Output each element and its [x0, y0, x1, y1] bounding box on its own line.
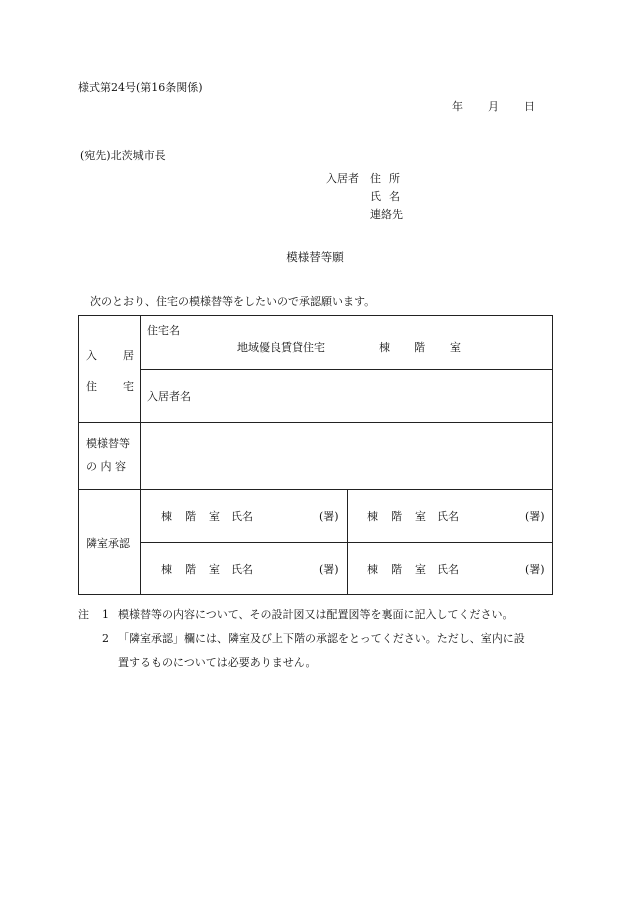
applicant-address-label: 住所: [370, 172, 408, 185]
neighbor-1-floor: 階: [185, 510, 196, 523]
neighbor-1-sign-mark: (署): [319, 510, 339, 523]
renovation-label-line-2: の 内 容: [86, 460, 126, 473]
resident-name-label: 入居者名: [147, 390, 191, 403]
neighbor-2-building: 棟: [367, 510, 378, 523]
renovation-label-line-1: 模様替等: [86, 437, 130, 450]
neighbor-1-room: 室: [209, 510, 220, 523]
unit-building-label: 棟: [379, 341, 390, 354]
application-table: [78, 315, 553, 595]
housing-row-divider: [140, 369, 553, 370]
applicant-name-label: 氏名: [370, 190, 408, 203]
addressee: (宛先)北茨城市長: [80, 149, 166, 162]
housing-label-char-2: 居: [123, 349, 134, 362]
neighbor-2-name-label: 氏名: [437, 510, 459, 523]
applicant-label: 入居者: [326, 172, 359, 185]
note-1-text: 模様替等の内容について、その設計図又は配置図等を裏面に記入してください。: [118, 608, 514, 621]
date-month: 月: [488, 100, 499, 113]
neighbor-3-sign-mark: (署): [319, 563, 339, 576]
applicant-contact-label: 連絡先: [370, 208, 403, 221]
neighbor-4-floor: 階: [391, 563, 402, 576]
form-number: 様式第24号(第16条関係): [78, 81, 203, 94]
housing-name-label: 住宅名: [147, 324, 180, 337]
neighbor-2-room: 室: [415, 510, 426, 523]
note-2-text-line-1: 「隣室承認」欄には、隣室及び上下階の承認をとってください。ただし、室内に設: [118, 632, 525, 645]
note-2-text-line-2: 置するものについては必要ありません。: [118, 656, 317, 669]
neighbor-4-name-label: 氏名: [437, 563, 459, 576]
neighbor-3-room: 室: [209, 563, 220, 576]
neighbor-3-name-label: 氏名: [231, 563, 253, 576]
housing-label-char-4: 宅: [123, 380, 134, 393]
neighbor-3-building: 棟: [161, 563, 172, 576]
neighbor-2-sign-mark: (署): [525, 510, 545, 523]
date-year: 年: [452, 100, 463, 113]
housing-type: 地域優良賃貸住宅: [237, 341, 325, 354]
neighbor-column-divider: [347, 489, 348, 595]
neighbor-4-sign-mark: (署): [525, 563, 545, 576]
housing-label-char-3: 住: [86, 380, 97, 393]
row-divider-2: [79, 489, 553, 490]
neighbor-2-floor: 階: [391, 510, 402, 523]
neighbor-1-name-label: 氏名: [231, 510, 253, 523]
unit-room-label: 室: [450, 341, 461, 354]
neighbor-4-room: 室: [415, 563, 426, 576]
housing-label-char-1: 入: [86, 349, 97, 362]
neighbor-3-floor: 階: [185, 563, 196, 576]
neighbor-1-building: 棟: [161, 510, 172, 523]
label-column-divider: [140, 316, 141, 595]
note-2-number: 2: [102, 632, 109, 645]
row-divider-1: [79, 422, 553, 423]
neighbor-4-building: 棟: [367, 563, 378, 576]
page-title: 模様替等願: [286, 250, 344, 264]
note-1-number: 1: [102, 608, 109, 621]
intro-text: 次のとおり、住宅の模様替等をしたいので承認願います。: [90, 295, 376, 308]
notes-prefix: 注: [78, 608, 89, 621]
date-day: 日: [524, 100, 535, 113]
neighbor-approval-label: 隣室承認: [86, 537, 130, 550]
unit-floor-label: 階: [414, 341, 425, 354]
